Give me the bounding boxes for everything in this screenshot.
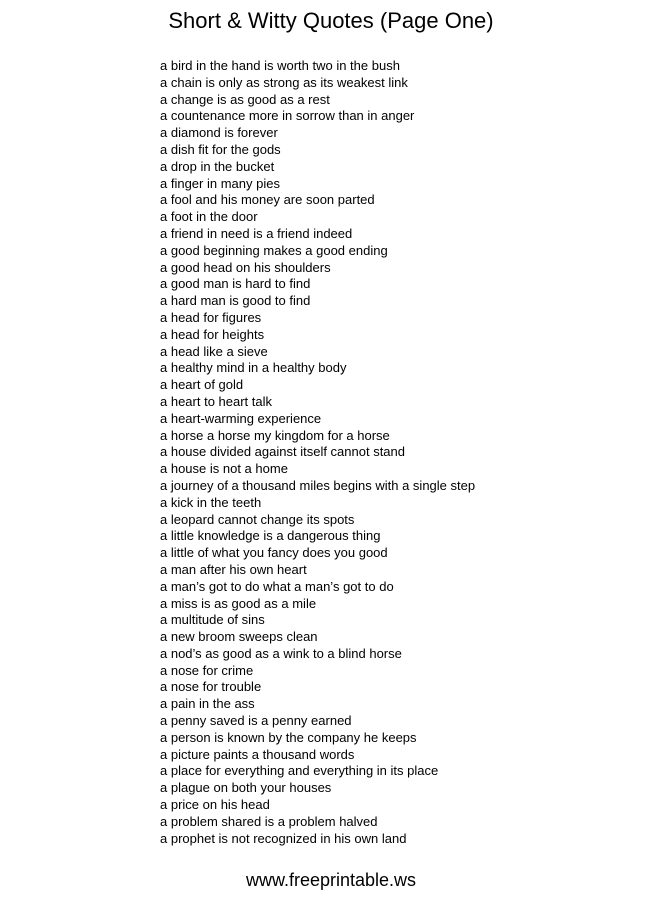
quote-item: a finger in many pies xyxy=(160,175,280,191)
footer-url: www.freeprintable.ws xyxy=(245,870,417,890)
quote-item: a price on his head xyxy=(160,797,270,813)
quote-item: a man’s got to do what a man’s got to do xyxy=(160,578,394,594)
quote-item: a picture paints a thousand words xyxy=(160,746,355,762)
quote-item: a heart-warming experience xyxy=(160,410,322,426)
quote-item: a bird in the hand is worth two in the bush xyxy=(160,58,400,73)
quote-item: a pain in the ass xyxy=(160,696,255,712)
quote-item: a place for everything and everything in its place xyxy=(160,763,439,779)
quote-item: a good head on his shoulders xyxy=(160,259,331,275)
quote-item: a kick in the teeth xyxy=(160,494,262,510)
quote-item: a horse a horse my kingdom for a horse xyxy=(160,427,390,443)
quote-item: a problem shared is a problem halved xyxy=(160,813,378,829)
quote-item: a little of what you fancy does you good xyxy=(160,545,388,561)
quote-item: a nod’s as good as a wink to a blind horse xyxy=(160,645,402,661)
quote-item: a nose for trouble xyxy=(160,679,262,695)
quote-item: a change is as good as a rest xyxy=(160,91,330,107)
quote-item: a head for figures xyxy=(160,309,262,325)
page-title: Short & Witty Quotes (Page One) xyxy=(168,8,494,33)
quote-item: a head like a sieve xyxy=(160,343,268,359)
quote-item: a man after his own heart xyxy=(160,561,307,577)
quote-item: a good beginning makes a good ending xyxy=(160,242,388,258)
quote-item: a little knowledge is a dangerous thing xyxy=(160,528,381,544)
quote-item: a penny saved is a penny earned xyxy=(160,713,352,729)
quote-item: a miss is as good as a mile xyxy=(160,595,317,611)
quote-item: a friend in need is a friend indeed xyxy=(160,225,353,241)
quote-item: a heart of gold xyxy=(160,377,244,393)
quote-item: a foot in the door xyxy=(160,209,258,225)
quote-item: a head for heights xyxy=(160,326,265,342)
quote-item: a good man is hard to find xyxy=(160,276,311,292)
quote-item: a house is not a home xyxy=(160,461,288,477)
quote-item: a healthy mind in a healthy body xyxy=(160,360,347,376)
quote-item: a prophet is not recognized in his own land xyxy=(160,830,407,846)
quote-item: a leopard cannot change its spots xyxy=(160,511,355,527)
quote-item: a countenance more in sorrow than in anger xyxy=(160,108,415,124)
quote-item: a chain is only as strong as its weakest link xyxy=(160,74,408,90)
quote-item: a diamond is forever xyxy=(160,125,278,141)
quote-item: a heart to heart talk xyxy=(160,393,273,409)
quote-item: a dish fit for the gods xyxy=(160,141,281,157)
quote-item: a multitude of sins xyxy=(160,612,265,628)
quote-item: a house divided against itself cannot stand xyxy=(160,444,406,460)
quote-item: a drop in the bucket xyxy=(160,158,275,174)
quote-item: a nose for crime xyxy=(160,662,254,678)
quote-item: a hard man is good to find xyxy=(160,293,311,309)
quote-item: a new broom sweeps clean xyxy=(160,629,318,645)
quote-item: a journey of a thousand miles begins with a single step xyxy=(160,477,476,493)
quote-item: a fool and his money are soon parted xyxy=(160,192,375,208)
quote-list xyxy=(160,58,475,847)
quote-item: a plague on both your houses xyxy=(160,780,332,796)
quote-item: a person is known by the company he keeps xyxy=(160,729,417,745)
